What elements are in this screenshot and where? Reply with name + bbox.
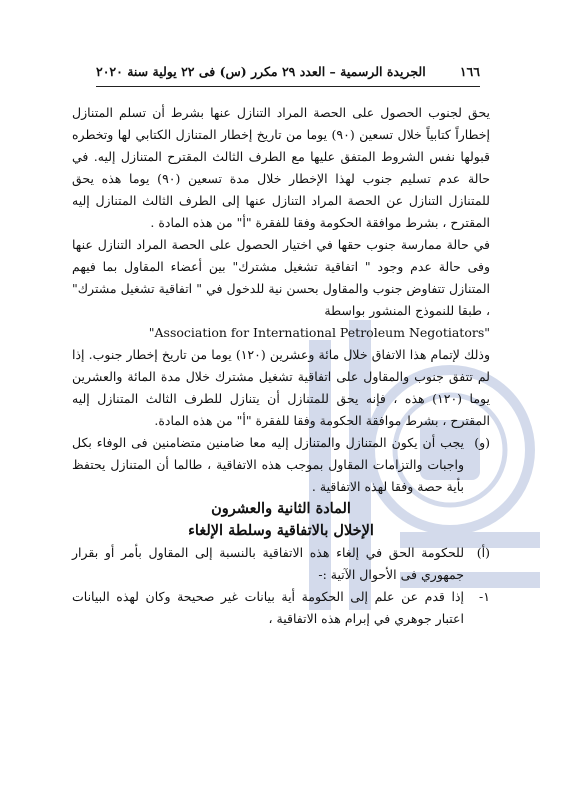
item-marker: ١- (479, 589, 490, 604)
item-marker: (أ) (476, 545, 490, 560)
page-number: ١٦٦ (459, 63, 480, 79)
item-text: يجب أن يكون المتنازل والمتنازل إليه معا ضامنين متضامنين فى الوفاء بكل واجبات والتزامات المقاول بموجب هذه الاتفاقية ، طالما أن المتنازل يحتفظ بأية حصة وفقا لهذه الاتفاقية . (72, 435, 464, 494)
paragraph-joint-operating: في حالة ممارسة جنوب حقها في اختيار الحصول على الحصة المراد التنازل عنها وفى حالة عدم وجود " اتفاقية تشغيل مشترك" بين أعضاء المقاول بما فيهم المتنازل تتفاوض جنوب والمقاول بحسن نية للدخول في " اتفاقية تشغيل مشترك" ، طبقا للنموذج المنشور بواسطة (72, 237, 490, 318)
article-title: المادة الثانية والعشرون (211, 500, 351, 517)
paragraph-agreement-deadline: وذلك لإتمام هذا الاتفاق خلال مائة وعشرين (١٢٠) يوما من تاريخ إخطار جنوب. إذا لم تتفق جنوب والمقاول على اتفاقية تشغيل مشترك خلال مدة المائة والعشرين يوما (١٢٠) هذه ، فإنه يحق للمتنازل أن يتنازل للطرف الثالث المتنازل إليه المقترح ، بشرط موافقة الحكومة وفقا للفقرة "أ" من هذه المادة. (72, 347, 491, 428)
list-item-1 (72, 586, 490, 630)
list-item-alef (72, 542, 490, 586)
paragraph-south-preemption: يحق لجنوب الحصول على الحصة المراد التنازل عنها بشرط أن تسلم المتنازل إخطاراً كتابياً خلال تسعين (٩٠) يوما من تاريخ إخطار المتنازل الكتابي لها وتخطره قبولها نفس الشروط المتفق عليها مع الطرف الثالث المقترح المتنازل إليه. في حالة عدم تسليم جنوب لهذا الإخطار خلال مدة تسعين (٩٠) يوما هذه يحق للمتنازل التنازل عن الحصة المراد التنازل عنها إلى الطرف الثالث المتنازل إليه المقترح ، بشرط موافقة الحكومة وفقا للفقرة "أ" من هذه المادة . (72, 105, 490, 230)
page-header (96, 56, 480, 87)
item-text: للحكومة الحق في إلغاء هذه الاتفاقية بالنسبة إلى المقاول بأمر أو بقرار جمهوري فى الأحوال الآتية :- (72, 545, 464, 582)
gazette-title: الجريدة الرسمية – العدد ٢٩ مكرر (س) فى ٢٢ يولية سنة ٢٠٢٠ (96, 63, 426, 79)
item-marker: (و) (474, 435, 490, 450)
page-content (72, 102, 490, 630)
item-text: إذا قدم عن علم إلى الحكومة أية بيانات غير صحيحة وكان لهذه البيانات اعتبار جوهري في إبرام هذه الاتفاقية ، (72, 589, 464, 626)
paragraph-english-reference: "Association for International Petroleum Negotiators" (148, 325, 490, 340)
list-item-waw (72, 432, 490, 498)
article-subtitle: الإخلال بالاتفاقية وسلطة الإلغاء (188, 522, 374, 539)
